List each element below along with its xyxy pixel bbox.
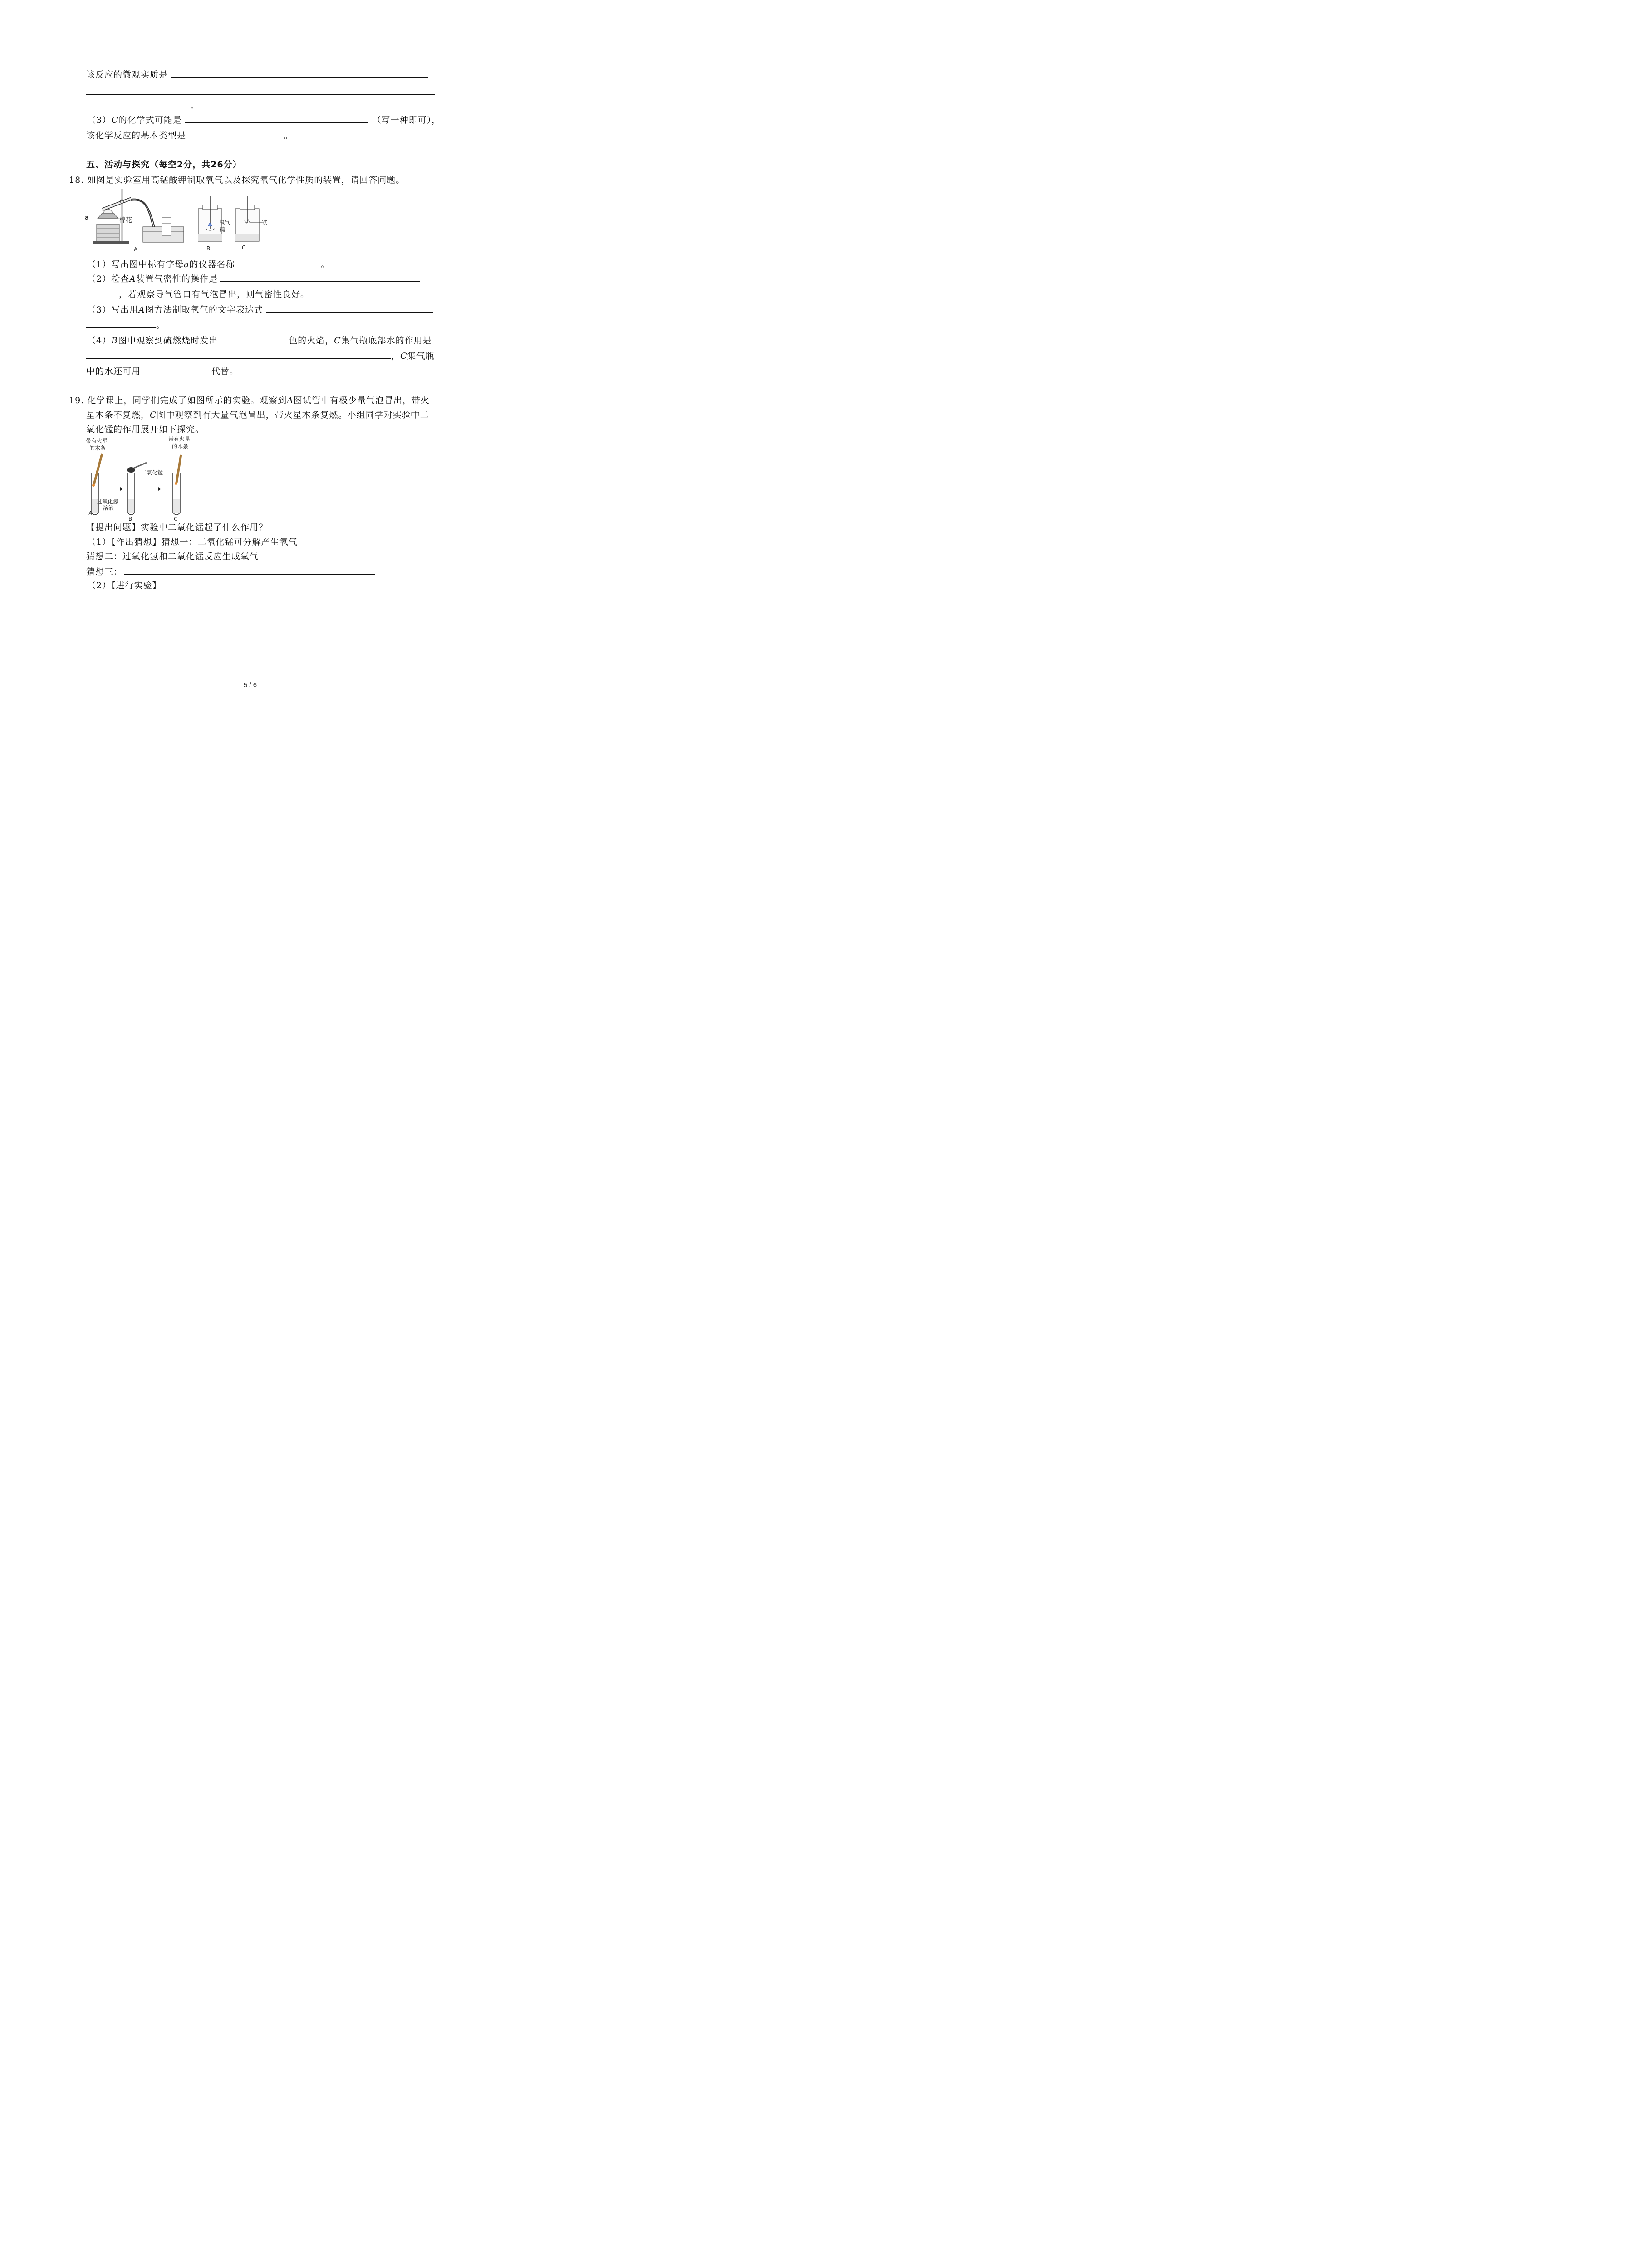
q18-part2: （2）检查A装置气密性的操作是 [87,272,420,285]
label-splint-a-2: 的木条 [89,445,106,451]
q19-question: 【提出问题】实验中二氧化锰起了什么作用？ [86,523,268,533]
page-number: 5 / 6 [243,681,257,689]
bottle-c [235,196,267,251]
label-oxygen: 氧气 [219,219,230,225]
q17-type-line: 该化学反应的基本类型是 。 [86,129,293,142]
label-splint-c-2: 的木条 [172,443,189,450]
answer-blank[interactable] [220,272,420,282]
q19-experiment: （2）【进行实验】 [87,581,162,591]
q18-part4: （4）B图中观察到硫燃烧时发出 色的火焰，C集气瓶底部水的作用是 [87,334,432,347]
q19-guess-3: 猜想三： [86,565,375,578]
q18-part2-cont: ，若观察导气管口有气泡冒出，则气密性良好。 [86,288,309,300]
answer-blank[interactable] [86,349,391,359]
label-a: a [85,215,88,221]
answer-blank[interactable] [220,334,289,343]
answer-blank[interactable] [86,94,435,95]
label-mno2: 二氧化锰 [141,469,163,476]
answer-blank[interactable] [86,99,191,108]
label-iron: 铁 [262,219,268,225]
answer-blank[interactable] [86,288,119,297]
label-B: B [128,516,132,521]
q18-part3-cont: 。 [86,318,165,331]
label-splint-a-1: 带有火星 [86,438,108,444]
answer-blank[interactable] [185,113,368,123]
q19-stem-1: 19. 化学课上，同学们完成了如图所示的实验。观察到A图试管中有极少量气泡冒出，带火 [69,396,430,406]
label-B: B [206,245,211,252]
q19-guess-2: 猜想二：过氧化氢和二氧化锰反应生成氧气 [86,552,259,562]
label-sulfur: 硫 [220,226,226,233]
q18-stem: 18. 如图是实验室用高锰酸钾制取氧气以及探究氧气化学性质的装置，请回答问题。 [69,175,405,185]
answer-blank[interactable] [171,68,428,78]
q17-part3-line: （3）C的化学式可能是 （写一种即可）， [87,113,441,126]
label-cotton: 棉花 [119,217,132,224]
label-C: C [174,516,178,521]
q17-micro-line [86,68,428,81]
q19-stem-2: 星木条不复燃，C图中观察到有大量气泡冒出，带火星木条复燃。小组同学对实验中二 [86,410,429,420]
answer-blank[interactable] [86,318,156,328]
label-A: A [134,246,138,253]
tube-a [88,454,102,517]
section-heading: 五、活动与探究（每空2分，共26分） [86,160,242,170]
q18-part3: （3）写出用A图方法制取氧气的文字表达式 [87,303,433,316]
answer-blank[interactable] [189,129,284,138]
bottle-b [198,196,230,252]
q18-part4-cont: ，C集气瓶 [86,349,435,362]
q19-experiment-figure [84,435,202,521]
apparatus-a [85,189,184,253]
q18-apparatus-figure [84,187,274,254]
q19-guess-1: （1）【作出猜想】猜想一：二氧化锰可分解产生氧气 [87,537,298,547]
label-h2o2-1: 过氧化氢 [97,499,119,505]
label-C: C [242,244,246,251]
answer-blank[interactable] [266,303,433,313]
q19-stem-3: 氧化锰的作用展开如下探究。 [86,425,205,435]
q17-micro-prefix: 该反应的微观实质是 [86,70,168,80]
answer-blank[interactable] [124,565,375,575]
answer-blank[interactable] [143,365,211,374]
q17-period: 。 [191,101,200,111]
label-A: A [88,510,93,517]
q18-part1: （1）写出图中标有字母a的仪器名称 。 [87,258,330,270]
answer-blank[interactable] [238,258,321,267]
label-splint-c-1: 带有火星 [168,436,191,442]
label-h2o2-2: 溶液 [103,505,114,511]
q17-micro-line3 [86,99,200,112]
q18-part4-last: 中的水还可用 代替。 [86,365,239,377]
tube-c [173,455,181,521]
exam-page [0,0,500,708]
